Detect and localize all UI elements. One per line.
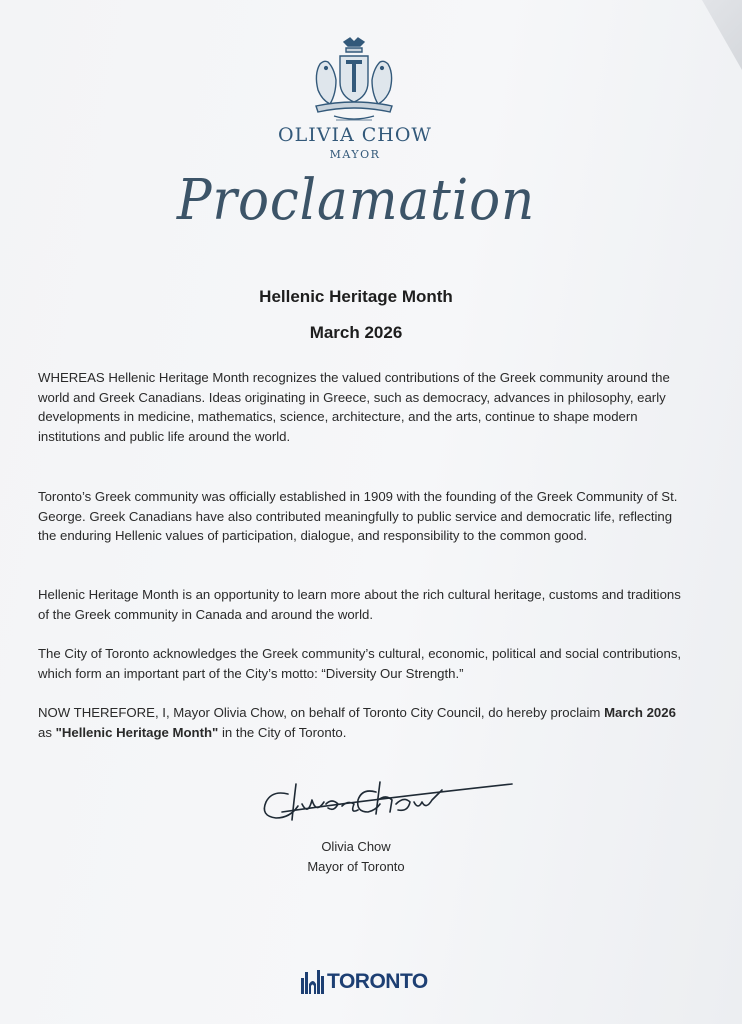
mayor-title: MAYOR — [329, 148, 381, 161]
signatory-title: Mayor of Toronto — [307, 859, 405, 874]
paragraph-whereas — [38, 368, 686, 446]
paragraph-proclaim — [38, 703, 686, 742]
paragraph-text: Hellenic Heritage Month is an opportunity to learn more about the rich cultural heritage, customs and traditions of the Greek community in Canada and around the world. — [38, 587, 681, 622]
closing-middle: as — [38, 724, 56, 740]
paragraph-acknowledgement — [38, 644, 686, 683]
signatory-name: Olivia Chow — [321, 839, 391, 854]
proclamation-date: March 2026 — [309, 323, 403, 342]
toronto-logo — [300, 964, 430, 996]
paragraph-text: The City of Toronto acknowledges the Greek community’s cultural, economic, political and social contributions, which form an important part of the City’s motto: “Diversity Our Strength.” — [38, 646, 682, 681]
handwritten-signature — [246, 770, 516, 830]
paragraph-community — [38, 487, 686, 546]
mayor-name: OLIVIA CHOW — [278, 124, 432, 146]
page-corner — [702, 0, 742, 70]
toronto-coat-of-arms-icon — [306, 34, 402, 126]
closing-date: March 2026 — [604, 705, 676, 720]
document-type-title: Proclamation — [176, 168, 536, 233]
paragraph-text — [38, 703, 686, 742]
closing-lead: NOW THEREFORE, I, Mayor Olivia Chow, on behalf of Toronto City Council, do hereby proclaim — [38, 705, 605, 720]
paragraph-text: Toronto’s Greek community was officially established in 1909 with the founding of the Greek Community of St. George. Greek Canadians have also contributed meaningfully to public service and democratic life, reflecting the enduring Hellenic values of participation, dialogue, and responsibility to the common good. — [38, 489, 678, 543]
paragraph-opportunity — [38, 585, 686, 624]
closing-month-name: "Hellenic Heritage Month" — [55, 724, 219, 740]
logo-text: TORONTO — [327, 970, 428, 993]
proclamation-title: Hellenic Heritage Month — [259, 287, 453, 306]
paragraph-text: WHEREAS Hellenic Heritage Month recognizes the valued contributions of the Greek community around the world and Greek Canadians. Ideas originating in Greece, such as democracy, advances in philosophy, early developments in medicine, mathematics, science, architecture, and the arts, continue to shape modern institutions and public life around the world. — [38, 370, 670, 444]
toronto-city-hall-icon — [300, 966, 326, 994]
closing-tail: in the City of Toronto. — [218, 724, 347, 740]
